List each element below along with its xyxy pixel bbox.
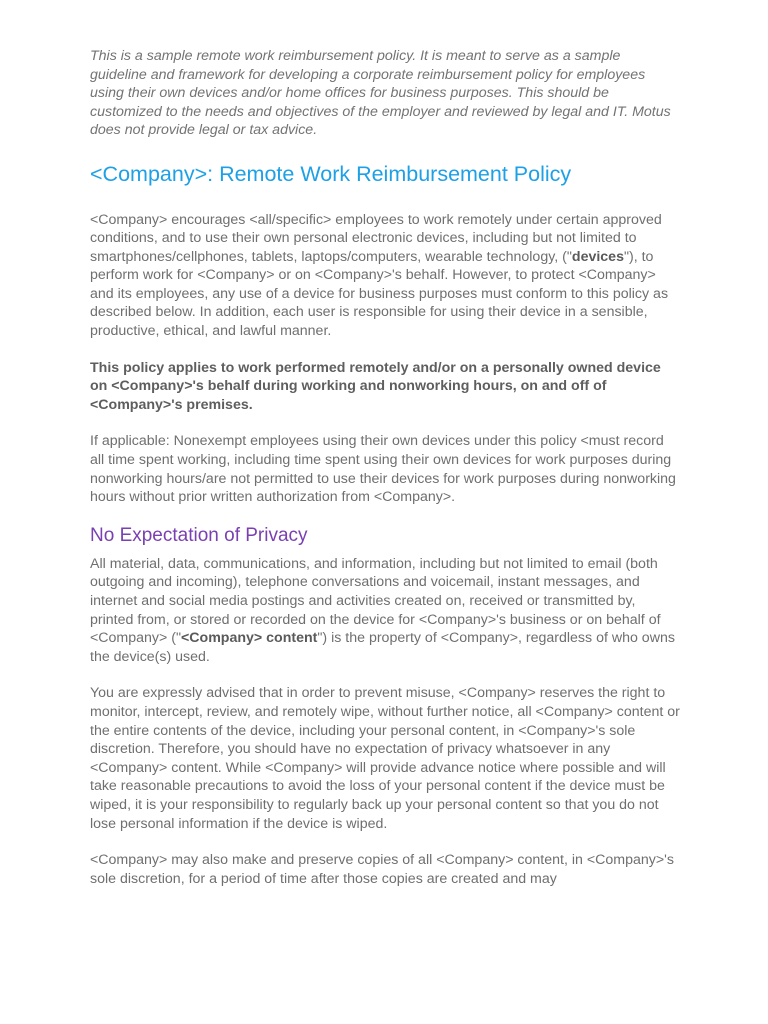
paragraph-scope: This policy applies to work performed remotely and/or on a personally owned device on <Company>'s behalf during working and nonworking hours, on and off of <Company>'s premises. [90,359,661,413]
paragraph-text: <Company> encourages <all/specific> employees to work remotely under certain approved conditions, and to use their own personal electronic devices, including but not limited to smartphones/cellphones, tablets, laptops/computers, wearable technology, (" [90,211,662,265]
paragraph-company-content [90,555,680,667]
term-devices: devices [571,248,624,265]
section-heading-privacy: No Expectation of Privacy [90,524,308,546]
document-page [90,47,680,888]
paragraph-encouragement [90,211,680,341]
policy-title: <Company>: Remote Work Reimbursement Policy [90,161,572,186]
paragraph-text: "), to perform work for <Company> or on <Company>'s behalf. However, to protect <Company> and its employees, any use of a device for business purposes must conform to this policy as described below. In addition, each user is responsible for using their device in a sensible, productive, ethical, and lawful manner. [90,248,669,340]
paragraph-text: All material, data, communications, and information, including but not limited to email (both outgoing and incoming), telephone conversations and voicemail, instant messages, and internet and social media postings and activities created on, received or transmitted by, printed from, or stored or recorded on the device for <Company>'s business or on behalf of <Company> (" [90,555,661,647]
paragraph-text: ") is the property of <Company>, regardless of who owns the device(s) used. [90,630,675,665]
term-company-content: <Company> content [181,630,318,647]
intro-note: This is a sample remote work reimbursement policy. It is meant to serve as a sample guideline and framework for developing a corporate reimbursement policy for employees using their own devices and/or home offices for business purposes. This should be customized to the needs and objectives of the employer and reviewed by legal and IT. Motus does not provide legal or tax advice. [90,48,671,138]
paragraph-copies: <Company> may also make and preserve copies of all <Company> content, in <Company>'s sole discretion, for a period of time after those copies are created and may [90,852,674,887]
paragraph-nonexempt: If applicable: Nonexempt employees using their own devices under this policy <must record all time spent working, including time spent using their own devices for work purposes during nonworking hours/are not permitted to use their devices for work purposes during nonworking hours without prior written authorization from <Company>. [90,433,676,506]
paragraph-monitoring: You are expressly advised that in order to prevent misuse, <Company> reserves the right to monitor, intercept, review, and remotely wipe, without further notice, all <Company> content or the entire contents of the device, including your personal content, in <Company>'s sole discretion. Therefore, you should have no expectation of privacy whatsoever in any <Company> content. While <Company> will provide advance notice where possible and will take reasonable precautions to avoid the loss of your personal content if the device must be wiped, it is your responsibility to regularly back up your personal content so that you do not lose personal information if the device is wiped. [90,685,680,832]
